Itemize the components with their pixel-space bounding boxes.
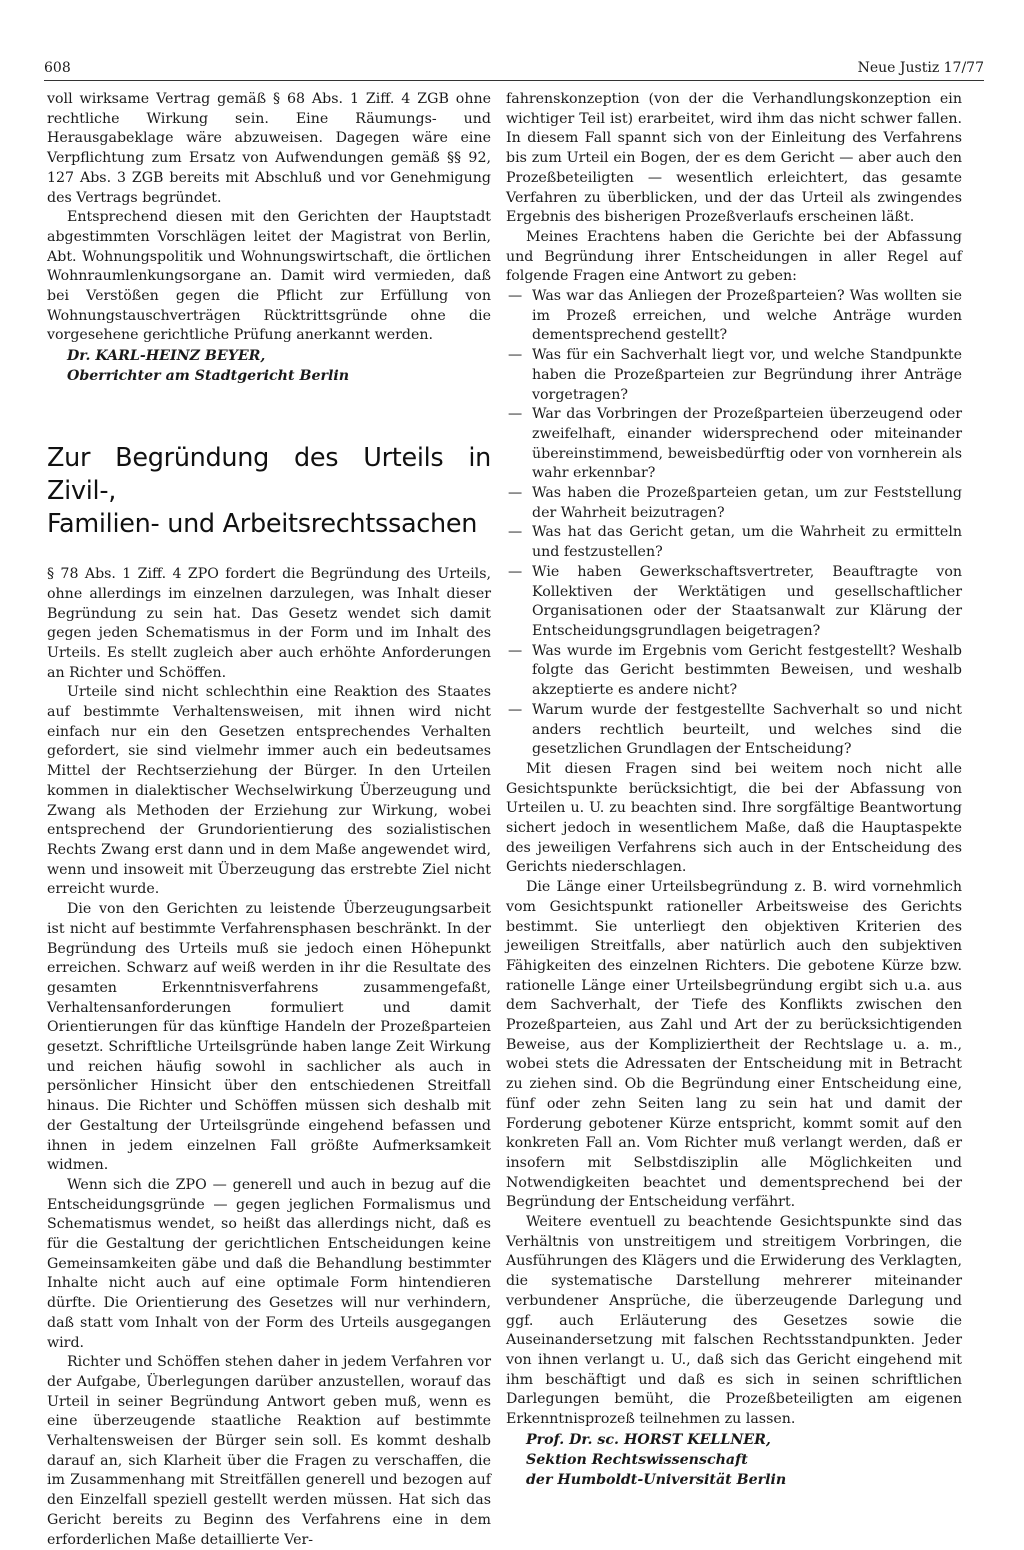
right-column [506,90,962,1490]
paragraph: voll wirksame Vertrag gemäß § 68 Abs. 1 Ziff. 4 ZGB ohne rechtliche Wirkung sein. Eine Räumungs- und Herausgabeklage wäre abzuweisen. Dagegen wäre eine Verpflichtung zum Ersatz von Aufwendungen gemäß §§ 92, 127 Abs. 3 ZGB bereits mit Abschluß und vor Genehmigung des Vertrags begründet. [47,91,491,206]
author-name: Prof. Dr. sc. HORST KELLNER, [526,1431,771,1448]
question-item [506,523,962,562]
page-number: 608 [44,60,71,76]
paragraph: Die Länge einer Urteilsbegründung z. B. wird vornehmlich vom Gesichtspunkt rationeller Arbeitsweise des Gerichts bestimmt. Sie unterliegt den objektiven Kriterien des jeweiligen Streitfalls, aber natürlich auch den subjektiven Fähigkeiten des einzelnen Richters. Die gebotene Kürze bzw. rationelle Länge einer Urteilsbegründung ergibt sich u.a. aus dem Sachverhalt, der Tiefe des Konflikts zwischen den Prozeßparteien, aus Zahl und Art der zu berücksichtigenden Beweise, aus der Kompliziertheit der Rechtslage u. a. m., wobei stets die Adressaten der Entscheidung mit in Betracht zu ziehen sind. Ob die Begründung einer Entscheidung eine, fünf oder zehn Seiten lang zu sein hat und damit der Forderung gebotener Kürze entspricht, kommt somit auf den konkreten Fall an. Vom Richter muß verlangt werden, daß er insofern mit Selbstdisziplin alle Möglichkeiten und Notwendigkeiten beachtet und dementsprechend bei der Begründung der Entscheidung verfährt. [506,879,962,1211]
paragraph: Urteile sind nicht schlechthin eine Reaktion des Staates auf bestimmte Verhaltensweisen, mit ihnen wird nicht einfach nur ein den Gesetzen entsprechendes Verhalten gefordert, sie sind vielmehr immer auch ein bedeutsames Mittel der Rechtserziehung der Bürger. In den Urteilen kommen in dialektischer Wechselwirkung Überzeugung und Zwang als Methoden der Erziehung zur Wirkung, wobei entsprechend der Grundorientierung des sozialistischen Rechts Zwang erst dann und in dem Maße angewendet wird, wenn und insoweit mit Überzeugung das erstrebte Ziel nicht erreicht wurde. [47,684,491,898]
article-heading [47,442,491,541]
question-item [506,563,962,642]
dash-bullet: — [508,406,523,423]
author-name: Dr. KARL-HEINZ BEYER, [67,348,266,365]
dash-bullet: — [508,642,523,659]
question-text: Was war das Anliegen der Prozeßparteien? Was wollten sie im Prozeß erreichen, und welche Anträge wurden dementsprechend gestellt? [532,288,962,344]
dash-bullet: — [508,701,523,718]
question-list [506,287,962,760]
question-text: Was für ein Sachverhalt liegt vor, und welche Standpunkte haben die Prozeßparteien zur Begründung ihrer Anträge vorgetragen? [532,347,962,403]
question-text: Was haben die Prozeßparteien getan, um zur Feststellung der Wahrheit beizutragen? [532,485,962,521]
paragraph: Die von den Gerichten zu leistende Überzeugungsarbeit ist nicht auf bestimmte Verfahrensphasen beschränkt. In der Begründung des Urteils muß sie jedoch einen Höhepunkt erreichen. Schwarz auf weiß werden in ihr die Resultate des gesamten Erkenntnisverfahrens zusammengefaßt, Verhaltensanforderungen formuliert und damit Orientierungen für das künftige Handeln der Prozeßparteien gesetzt. Schriftliche Urteilsgründe haben lange Zeit Wirkung und reichen häufig sowohl in sachlicher als auch in persönlicher Hinsicht über den entschiedenen Streitfall hinaus. Die Richter und Schöffen müssen sich deshalb mit der Gestaltung der Urteilsgründe eingehend befassen und ihnen in jedem einzelnen Fall größte Aufmerksamkeit widmen. [47,901,491,1174]
paragraph: Richter und Schöffen stehen daher in jedem Verfahren vor der Aufgabe, Überlegungen darüber anzustellen, worauf das Urteil in seiner Begründung Antwort geben muß, wenn es eine überzeugende staatliche Reaktion auf bestimmte Verhaltensweisen der Bürger sein soll. Es kommt deshalb darauf an, sich Klarheit über die Fragen zu verschaffen, die im Zusammenhang mit Streitfällen generell und bezogen auf den Einzelfall speziell gestellt werden müssen. Hat sich das Gericht bereits zu Beginn des Verfahrens eine in dem erforderlichen Maße detaillierte Ver- [47,1354,491,1548]
question-text: War das Vorbringen der Prozeßparteien überzeugend oder zweifelhaft, einander widersprechend oder miteinander übereinstimmend, beweisbedürftig oder von vornherein als wahr erkennbar? [532,406,962,482]
journal-issue: Neue Justiz 17/77 [857,60,984,76]
paragraph: Mit diesen Fragen sind bei weitem noch nicht alle Gesichtspunkte berücksichtigt, die bei der Abfassung von Urteilen u. U. zu beachten sind. Ihre sorgfältige Beantwortung sichert jedoch in wesentlichem Maße, daß die Hauptaspekte des jeweiligen Verfahrens sich auch in der Entscheidung des Gerichts niederschlagen. [506,760,962,876]
question-item [506,701,962,760]
dash-bullet: — [508,563,523,580]
author-affiliation: Sektion Rechtswissenschaft [526,1451,748,1468]
dash-bullet: — [508,485,523,502]
question-text: Was hat das Gericht getan, um die Wahrheit zu ermitteln und festzustellen? [532,524,962,561]
article-heading-line-1: Zur Begründung des Urteils in Zivil-, [47,443,491,507]
question-item [506,405,962,484]
paragraph: Wenn sich die ZPO — generell und auch in bezug auf die Entscheidungsgründe — gegen jeglichen Formalismus und Schematismus wendet, so heißt das allerdings nicht, daß es für die Gestaltung der gerichtlichen Entscheidungen keine Gemeinsamkeiten gäbe und daß die Behandlung bestimmter Inhalte nicht auch auf eine optimale Form hintendieren dürfte. Die Orientierung des Gesetzes will nur verhindern, daß statt vom Inhalt von der Form des Urteils ausgegangen wird. [47,1176,491,1351]
article-heading-line-2: Familien- und Arbeitsrechtssachen [47,509,478,540]
question-item [506,287,962,346]
question-text: Was wurde im Ergebnis vom Gericht festgestellt? Weshalb folgte das Gericht bestimmten Beweisen, und weshalb akzeptierte es andere nicht? [532,642,962,699]
question-item [506,484,962,523]
paragraph: Meines Erachtens haben die Gerichte bei der Abfassung und Begründung ihrer Entscheidungen in aller Regel auf folgende Fragen eine Antwort zu geben: [506,228,962,285]
question-text: Wie haben Gewerkschaftsvertreter, Beauftragte von Kollektiven der Werktätigen und gesellschaftlicher Organisationen oder der Staatsanwalt zur Klärung der Entscheidungsgrundlagen beigetragen? [532,563,962,639]
question-item [506,346,962,405]
dash-bullet: — [508,288,523,305]
author-title: Oberrichter am Stadtgericht Berlin [67,368,350,385]
header-rule [44,80,984,81]
dash-bullet: — [508,524,523,541]
left-column [47,90,491,1550]
question-item [506,642,962,701]
paragraph: Weitere eventuell zu beachtende Gesichtspunkte sind das Verhältnis von unstreitigem und streitigem Vorbringen, die Ausführungen des Klägers und die Erwiderung des Verklagten, die systematische Darstellung mehrerer miteinander verbundener Ansprüche, die überzeugende Darlegung und ggf. auch Erläuterung des Gesetzes sowie die Auseinandersetzung mit falschen Rechtsstandpunkten. Jeder von ihnen verlangt u. U., daß sich das Gericht eingehend mit ihm beschäftigt und daß es sich in seinen schriftlichen Darlegungen bemüht, die Prozeßbeteiligten am eigenen Erkenntnisprozeß teilnehmen zu lassen. [506,1214,962,1428]
paragraph: fahrenskonzeption (von der die Verhandlungskonzeption ein wichtiger Teil ist) erarbeitet, wird ihm das nicht schwer fallen. In diesem Fall spannt sich von der Einleitung des Verfahrens bis zum Urteil ein Bogen, der es dem Gericht — aber auch den Prozeßbeteiligten — wesentlich erleichtert, das gesamte Verfahren zu überblicken, und der das Urteil als zwingendes Ergebnis des bisherigen Prozeßverlaufs erscheinen läßt. [506,91,962,226]
paragraph: § 78 Abs. 1 Ziff. 4 ZPO fordert die Begründung des Urteils, ohne allerdings im einzelnen darzulegen, was Inhalt dieser Begründung zu sein hat. Das Gesetz wendet sich damit gegen jeden Schematismus in der Form und im Inhalt des Urteils. Es stellt zugleich aber auch erhöhte Anforderungen an Richter und Schöffen. [47,566,491,681]
question-text: Warum wurde der festgestellte Sachverhalt so und nicht anders rechtlich beurteilt, und welches sind die gesetzlichen Grundlagen der Entscheidung? [532,701,962,758]
dash-bullet: — [508,347,523,364]
author-affiliation: der Humboldt-Universität Berlin [526,1471,787,1488]
paragraph: Entsprechend diesen mit den Gerichten der Hauptstadt abgestimmten Vorschlägen leitet der Magistrat von Berlin, Abt. Wohnungspolitik und Wohnungswirtschaft, die örtlichen Wohnraumlenkungsorgane an. Damit wird vermieden, daß bei Verstößen gegen die Pflicht zur Erfüllung von Wohnungstauschverträgen Rücktrittsgründe ohne die vorgesehene gerichtliche Prüfung anerkannt werden. [47,209,491,344]
